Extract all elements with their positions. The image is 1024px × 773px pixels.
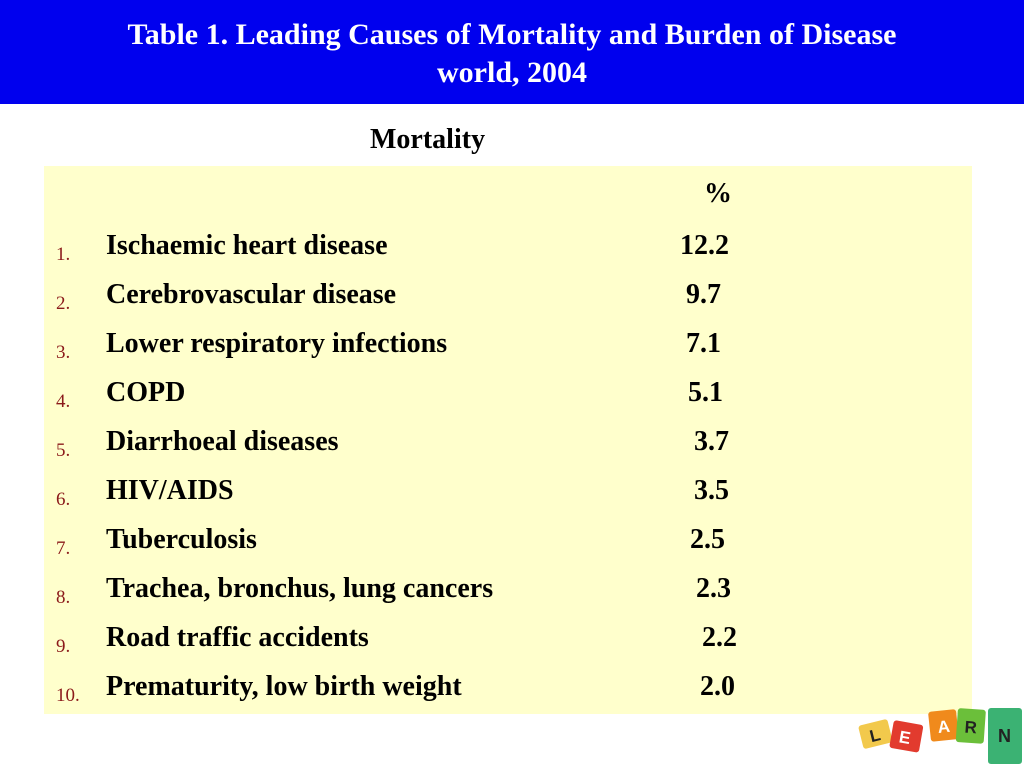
puzzle-letter: L (867, 725, 883, 747)
percent-value: 7.1 (686, 328, 721, 359)
row-number: 4. (56, 391, 71, 412)
table-row (44, 671, 972, 719)
row-number: 6. (56, 489, 71, 510)
table-row (44, 524, 972, 572)
puzzle-letter: R (964, 717, 978, 738)
row-number: 5. (56, 440, 71, 461)
percent-value: 5.1 (688, 377, 723, 408)
puzzle-letter: N (998, 726, 1011, 746)
mortality-table (44, 166, 972, 714)
cause-name: Diarrhoeal diseases (106, 426, 339, 457)
cause-name: Lower respiratory infections (106, 328, 448, 359)
table-row (44, 377, 972, 425)
row-number: 10. (56, 685, 80, 706)
puzzle-letter: A (936, 716, 951, 738)
row-number: 7. (56, 538, 71, 559)
row-number: 3. (56, 342, 71, 363)
table-row (44, 279, 972, 327)
title-line-2: world, 2004 (437, 56, 587, 89)
cause-name: Tuberculosis (106, 524, 257, 555)
table-row (44, 573, 972, 621)
cause-name: Cerebrovascular disease (106, 279, 397, 310)
puzzle-piece-l (858, 719, 893, 750)
cause-name: Trachea, bronchus, lung cancers (106, 573, 494, 604)
section-subtitle: Mortality (370, 124, 486, 155)
puzzle-piece-n (988, 708, 1022, 764)
percent-value: 2.5 (690, 524, 725, 555)
puzzle-piece-e (889, 720, 923, 753)
table-row (44, 622, 972, 670)
slide-title (0, 0, 1024, 104)
cause-name: Road traffic accidents (106, 622, 369, 653)
learn-puzzle-logo-icon (852, 704, 1024, 768)
percent-value: 3.7 (694, 426, 729, 457)
learn-logo (852, 704, 1024, 768)
percent-value: 2.0 (700, 671, 735, 702)
table-row (44, 328, 972, 376)
cause-name: HIV/AIDS (106, 475, 234, 506)
percent-value: 2.3 (696, 573, 731, 604)
cause-name: Ischaemic heart disease (106, 230, 388, 261)
puzzle-piece-a (928, 709, 959, 742)
table-row (44, 426, 972, 474)
puzzle-piece-r (956, 708, 986, 744)
table-row (44, 475, 972, 523)
title-line-1: Table 1. Leading Causes of Mortality and Burden of Disease (127, 18, 897, 51)
table-row (44, 230, 972, 278)
percent-value: 9.7 (686, 279, 721, 310)
puzzle-letter: E (897, 727, 913, 748)
row-number: 9. (56, 636, 71, 657)
cause-name: COPD (106, 377, 186, 408)
percent-value: 3.5 (694, 475, 729, 506)
percent-column-header: % (704, 178, 732, 209)
percent-value: 2.2 (702, 622, 737, 653)
cause-name: Prematurity, low birth weight (106, 671, 462, 702)
percent-value: 12.2 (680, 230, 729, 261)
row-number: 1. (56, 244, 71, 265)
row-number: 8. (56, 587, 71, 608)
row-number: 2. (56, 293, 71, 314)
